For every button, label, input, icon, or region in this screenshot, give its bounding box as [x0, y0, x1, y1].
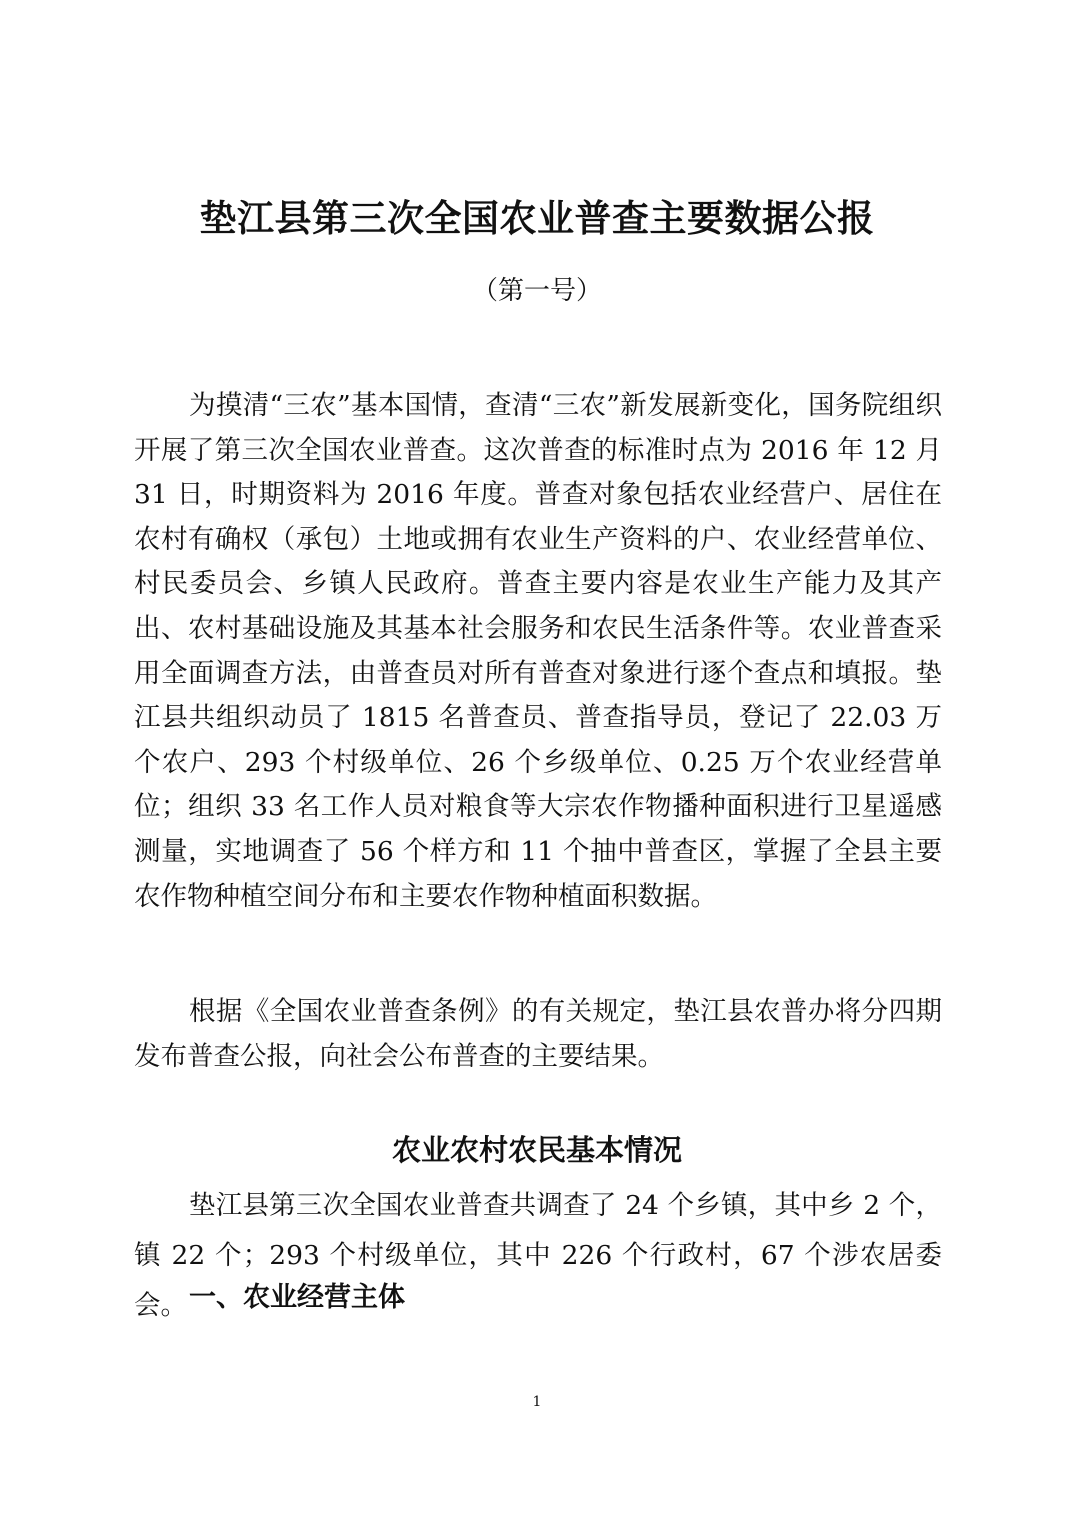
- subsection-title: 一、农业经营主体: [189, 1282, 405, 1313]
- release-plan-paragraph: 根据《全国农业普查条例》的有关规定，垫江县农普办将分四期发布普查公报，向社会公布普查的主要结果。: [134, 996, 942, 1072]
- document-subtitle: （第一号）: [471, 276, 602, 306]
- intro-paragraph: 为摸清“三农”基本国情，查清“三农”新发展新变化，国务院组织开展了第三次全国农业普查。这次普查的标准时点为 2016 年 12 月 31 日，时期资料为 2016 年度。普查对象包括农业经营户、居住在农村有确权（承包）土地或拥有农业生产资料的户、农业经营单位、村民委员会、乡镇人民政府。普查主要内容是农业生产能力及其产出、农村基础设施及其基本社会服务和农民生活条件等。农业普查采用全面调查方法，由普查员对所有普查对象进行逐个查点和填报。垫江县共组织动员了 1815 名普查员、普查指导员，登记了 22.03 万个农户、293 个村级单位、26 个乡级单位、0.25 万个农业经营单位；组织 33 名工作人员对粮食等大宗农作物播种面积进行卫星遥感测量，实地调查了 56 个样方和 11 个抽中普查区，掌握了全县主要农作物种植空间分布和主要农作物种植面积数据。: [134, 390, 942, 912]
- page-number: 1: [532, 1394, 542, 1410]
- section-title: 农业农村农民基本情况: [391, 1133, 682, 1167]
- document-title: 垫江县第三次全国农业普查主要数据公报: [199, 197, 875, 240]
- section-paragraph: 垫江县第三次全国农业普查共调查了 24 个乡镇，其中乡 2 个，镇 22 个；293 个村级单位，其中 226 个行政村，67 个涉农居委会。: [134, 1190, 942, 1321]
